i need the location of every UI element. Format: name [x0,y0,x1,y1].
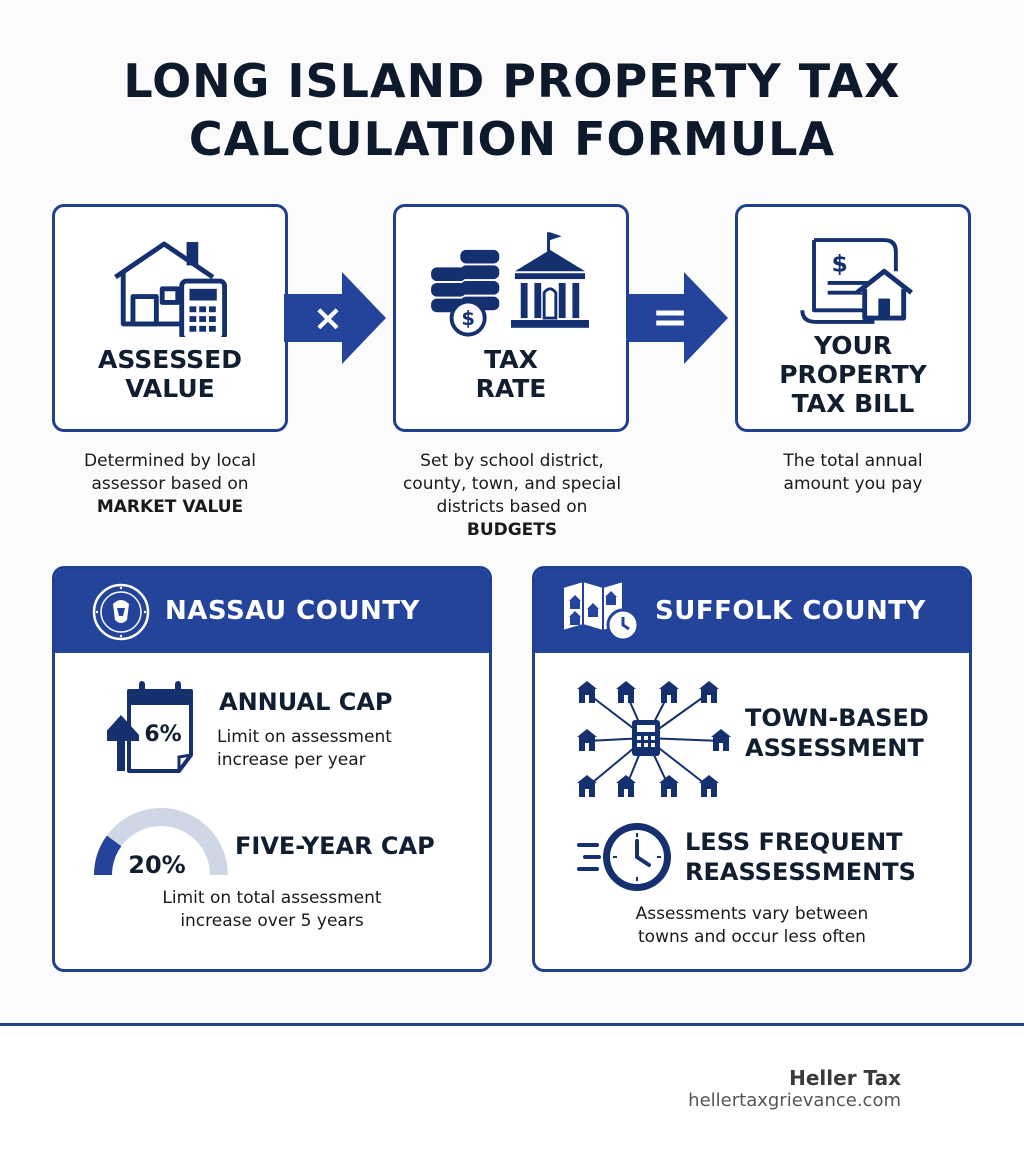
bill-label-line-3: TAX BILL [791,389,915,418]
suffolk-county-header [535,569,969,653]
reassess-desc-line-1: Assessments vary between [635,904,869,924]
svg-text:$: $ [831,249,848,278]
footer-brand: Heller Tax [789,1066,901,1090]
tax-bill-description [703,450,1003,496]
rate-label-line-2: RATE [475,374,547,403]
svg-text:$: $ [461,306,475,330]
bill-desc-line-1: The total annual [783,451,923,471]
equals-symbol: = [651,292,689,343]
house-calculator-icon [55,227,285,337]
rate-desc-line-2: county, town, and special [402,474,622,494]
annual-cap-title-text: ANNUAL CAP [219,688,393,716]
five-year-desc-line-1: Limit on total assessment [162,888,382,908]
tax-rate-label [396,345,626,403]
nassau-heading: NASSAU COUNTY [165,596,420,626]
tax-bill-house-icon [738,227,968,337]
five-year-cap-description [55,887,489,933]
town-based-line-2: ASSESSMENT [745,734,924,762]
gauge-icon [91,805,231,885]
town-house-icon [616,775,636,797]
calendar-up-arrow-icon [107,677,207,777]
bill-desc-line-2: amount you pay [783,474,923,494]
reassess-line-1: LESS FREQUENT [685,828,903,856]
multiply-symbol: × [312,298,344,339]
gauge-fill [103,841,114,875]
five-year-cap-value: 20% [128,851,186,879]
town-house-icon [577,681,597,703]
rate-desc-line-1: Set by school district, [420,451,604,471]
reassess-desc-line-2: towns and occur less often [638,927,866,947]
bill-label-line-2: PROPERTY [779,360,927,389]
annual-cap-value: 6% [144,722,182,747]
annual-cap-description [217,726,392,772]
tax-rate-card [393,204,629,432]
fast-clock-icon [575,817,675,897]
towns-network-calculator-icon [561,673,731,803]
reassess-line-2: REASSESSMENTS [685,858,916,886]
equals-arrow-icon [626,272,730,364]
county-seal-icon [91,582,151,642]
town-house-icon [659,775,679,797]
tax-rate-description [362,450,662,542]
map-clock-icon [559,579,643,643]
bill-label-line-1: YOUR [813,331,892,360]
town-based-line-1: TOWN-BASED [745,704,929,732]
town-house-icon [699,775,719,797]
footer-url[interactable]: hellertaxgrievance.com [688,1090,901,1111]
town-based-title [745,703,929,763]
tax-bill-label [738,331,968,418]
assessed-desc-emphasis: MARKET VALUE [96,497,244,517]
annual-cap-desc-line-2: increase per year [217,750,366,770]
reassessments-description [535,903,969,949]
nassau-county-panel [52,566,492,972]
title-line-2: CALCULATION FORMULA [188,112,836,166]
town-house-icon [711,729,731,751]
assessed-desc-line-1: Determined by local [84,451,256,471]
calculator-icon [632,720,660,756]
multiply-arrow-icon [284,272,388,364]
title-line-1: LONG ISLAND PROPERTY TAX [123,54,901,108]
assessed-label-line-1: ASSESSED [97,345,243,374]
tax-bill-card [735,204,971,432]
town-house-icon [659,681,679,703]
town-house-icon [699,681,719,703]
five-year-desc-line-2: increase over 5 years [180,911,364,931]
page-title [0,52,1024,168]
coins-government-building-icon [396,227,626,337]
assessed-value-description [20,450,320,519]
rate-label-line-1: TAX [484,345,538,374]
rate-desc-line-3: districts based on [436,497,588,517]
nassau-county-header [55,569,489,653]
assessed-label-line-2: VALUE [125,374,215,403]
assessed-value-card [52,204,288,432]
assessed-value-label [55,345,285,403]
suffolk-heading: SUFFOLK COUNTY [655,596,926,626]
town-house-icon [577,729,597,751]
reassessments-title [685,827,916,887]
rate-desc-emphasis: BUDGETS [466,520,558,540]
annual-cap-desc-line-1: Limit on assessment [217,727,392,747]
five-year-cap-title [235,831,435,861]
five-year-cap-title-text: FIVE-YEAR CAP [235,832,435,860]
suffolk-county-panel [532,566,972,972]
annual-cap-title [219,687,393,717]
town-house-icon [577,775,597,797]
assessed-desc-line-2: assessor based on [91,474,249,494]
town-house-icon [616,681,636,703]
